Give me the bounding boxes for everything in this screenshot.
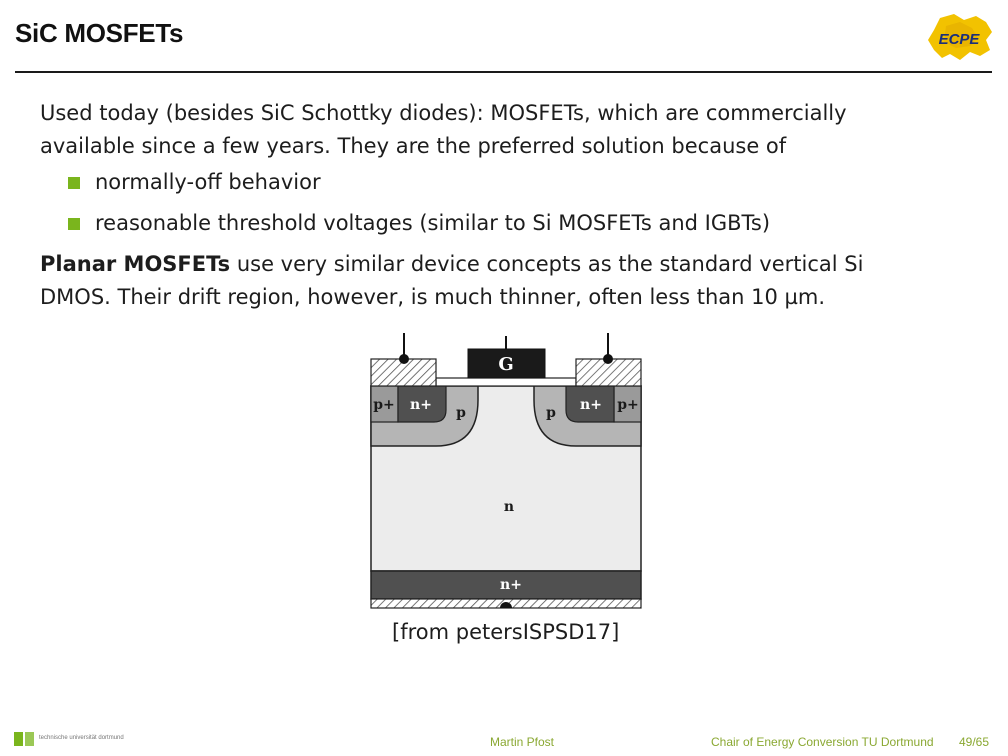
gate-label: G	[498, 354, 514, 375]
ecpe-logo	[920, 10, 998, 66]
bullet-text: reasonable threshold voltages (similar to Si MOSFETs and IGBTs)	[95, 211, 771, 235]
source-terminal-right-dot	[603, 354, 613, 364]
intro-paragraph: Used today (besides SiC Schottky diodes): MOSFETs, which are commercially available since a few years. They are the preferred solution because of	[40, 101, 847, 158]
bullet-list	[40, 166, 940, 240]
planar-paragraph	[40, 248, 940, 314]
p-plus-left-label: p+	[373, 397, 395, 413]
planar-term: Planar MOSFETs	[40, 252, 231, 276]
bullet-item	[40, 166, 940, 199]
n-plus-left-label: n+	[410, 397, 432, 413]
p-left-label: p	[456, 405, 466, 421]
square-bullet-icon	[68, 218, 80, 230]
square-bullet-icon	[68, 177, 80, 189]
mosfet-cross-section-diagram	[360, 330, 650, 615]
substrate-label: n+	[500, 577, 522, 593]
slide-body	[40, 97, 940, 314]
n-plus-right-label: n+	[580, 397, 602, 413]
gate-oxide	[436, 378, 576, 386]
bullet-text: normally-off behavior	[95, 170, 321, 194]
planar-text: use very similar device concepts as the standard vertical Si DMOS. Their drift region, however, is much thinner, often less than 10 µm.	[40, 252, 864, 309]
footer-chair: Chair of Energy Conversion TU Dortmund	[711, 735, 934, 749]
source-terminal-left-dot	[399, 354, 409, 364]
footer-author: Martin Pfost	[490, 735, 555, 749]
title-divider	[15, 71, 992, 73]
figure-caption: [from petersISPSD17]	[392, 620, 620, 644]
slide-title: SiC MOSFETs	[15, 18, 184, 48]
drift-label: n	[503, 499, 515, 515]
tu-dortmund-logo	[12, 730, 132, 750]
p-plus-right-label: p+	[617, 397, 639, 413]
p-right-label: p	[546, 405, 556, 421]
ecpe-logo-text: ECPE	[938, 31, 980, 48]
tu-dortmund-logo-text: technische universität dortmund	[39, 735, 124, 741]
bullet-item	[40, 207, 940, 240]
footer-page-number: 49/65	[959, 735, 990, 749]
